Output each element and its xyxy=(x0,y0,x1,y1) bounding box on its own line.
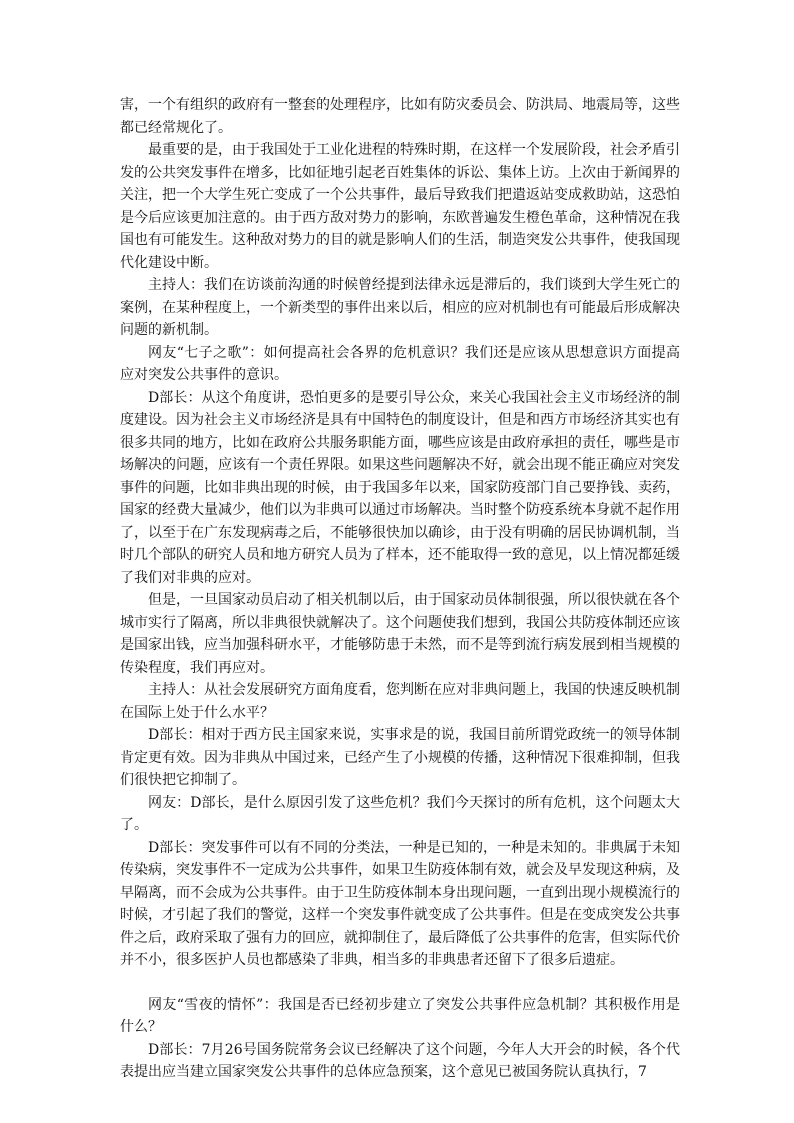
document-body xyxy=(120,94,680,1084)
paragraph: D部长：7月26号国务院常务会议已经解决了这个问题，今年人大开会的时候，各个代表提出应当建立国家突发公共事件的总体应急预案，这个意见已被国务院认真执行，7 xyxy=(120,1041,680,1080)
paragraph: D部长：相对于西方民主国家来说，实事求是的说，我国目前所谓党政统一的领导体制肯定更有效。因为非典从中国过来，已经产生了小规模的传播，这种情况下很难抑制，但我们很快把它抑制了。 xyxy=(120,727,680,788)
paragraph: 网友“七子之歌”：如何提高社会各界的危机意识？我们还是应该从思想意识方面提高应对突发公共事件的意识。 xyxy=(120,344,680,383)
paragraph: 网友：D部长，是什么原因引发了这些危机？我们今天探讨的所有危机，这个问题太大了。 xyxy=(120,794,680,833)
paragraph: 最重要的是，由于我国处于工业化进程的特殊时期，在这样一个发展阶段，社会矛盾引发的公共突发事件在增多，比如征地引起老百姓集体的诉讼、集体上访。上次由于新闻界的关注，把一个大学生死亡变成了一个公共事件，最后导致我们把遣返站变成救助站，这恐怕是今后应该更加注意的。由于西方敌对势力的影响，东欧普遍发生橙色革命，这种情况在我国也有可能发生。这种敌对势力的目的就是影响人们的生活，制造突发公共事件，使我国现代化建设中断。 xyxy=(120,142,680,271)
paragraph: 网友“雪夜的情怀”：我国是否已经初步建立了突发公共事件应急机制？其积极作用是什么？ xyxy=(120,996,680,1035)
paragraph: 害，一个有组织的政府有一整套的处理程序，比如有防灾委员会、防洪局、地震局等，这些都已经常规化了。 xyxy=(120,97,680,136)
paragraph: D部长：从这个角度讲，恐怕更多的是要引导公众，来关心我国社会主义市场经济的制度建设。因为社会主义市场经济是具有中国特色的制度设计，但是和西方市场经济其实也有很多共同的地方，比如在政府公共服务职能方面，哪些应该是由政府承担的责任，哪些是市场解决的问题，应该有一个责任界限。如果这些问题解决不好，就会出现不能正确应对突发事件的问题，比如非典出现的时候，由于我国多年以来，国家防疫部门自己要挣钱、卖药，国家的经费大量减少，他们以为非典可以通过市场解决。当时整个防疫系统本身就不起作用了，以至于在广东发现病毒之后，不能够很快加以确诊，由于没有明确的居民协调机制，当时几个部队的研究人员和地方研究人员为了样本，还不能取得一致的意见，以上情况都延缓了我们对非典的应对。 xyxy=(120,389,680,586)
paragraph: 但是，一旦国家动员启动了相关机制以后，由于国家动员体制很强，所以很快就在各个城市实行了隔离，所以非典很快就解决了。这个问题使我们想到，我国公共防疫体制还应该是国家出钱，应当加强科研水平，才能够防患于未然，而不是等到流行病发展到相当规模的传染程度，我们再应对。 xyxy=(120,592,680,676)
paragraph: 主持人：从社会发展研究方面角度看，您判断在应对非典问题上，我国的快速反映机制在国际上处于什么水平？ xyxy=(120,682,680,721)
paragraph: 主持人：我们在访谈前沟通的时候曾经提到法律永远是滞后的，我们谈到大学生死亡的案例，在某种程度上，一个新类型的事件出来以后，相应的应对机制也有可能最后形成解决问题的新机制。 xyxy=(120,277,680,338)
paragraph: D部长：突发事件可以有不同的分类法，一种是已知的，一种是未知的。非典属于未知传染病，突发事件不一定成为公共事件，如果卫生防疫体制有效，就会及早发现这种病，及早隔离，而不会成为公共事件。由于卫生防疫体制本身出现问题，一直到出现小规模流行的时候，才引起了我们的警觉，这样一个突发事件就变成了公共事件。但是在变成突发公共事件之后，政府采取了强有力的回应，就抑制住了，最后降低了公共事件的危害，但实际代价并不小，很多医护人员也都感染了非典，相当多的非典患者还留下了很多后遗症。 xyxy=(120,839,680,968)
